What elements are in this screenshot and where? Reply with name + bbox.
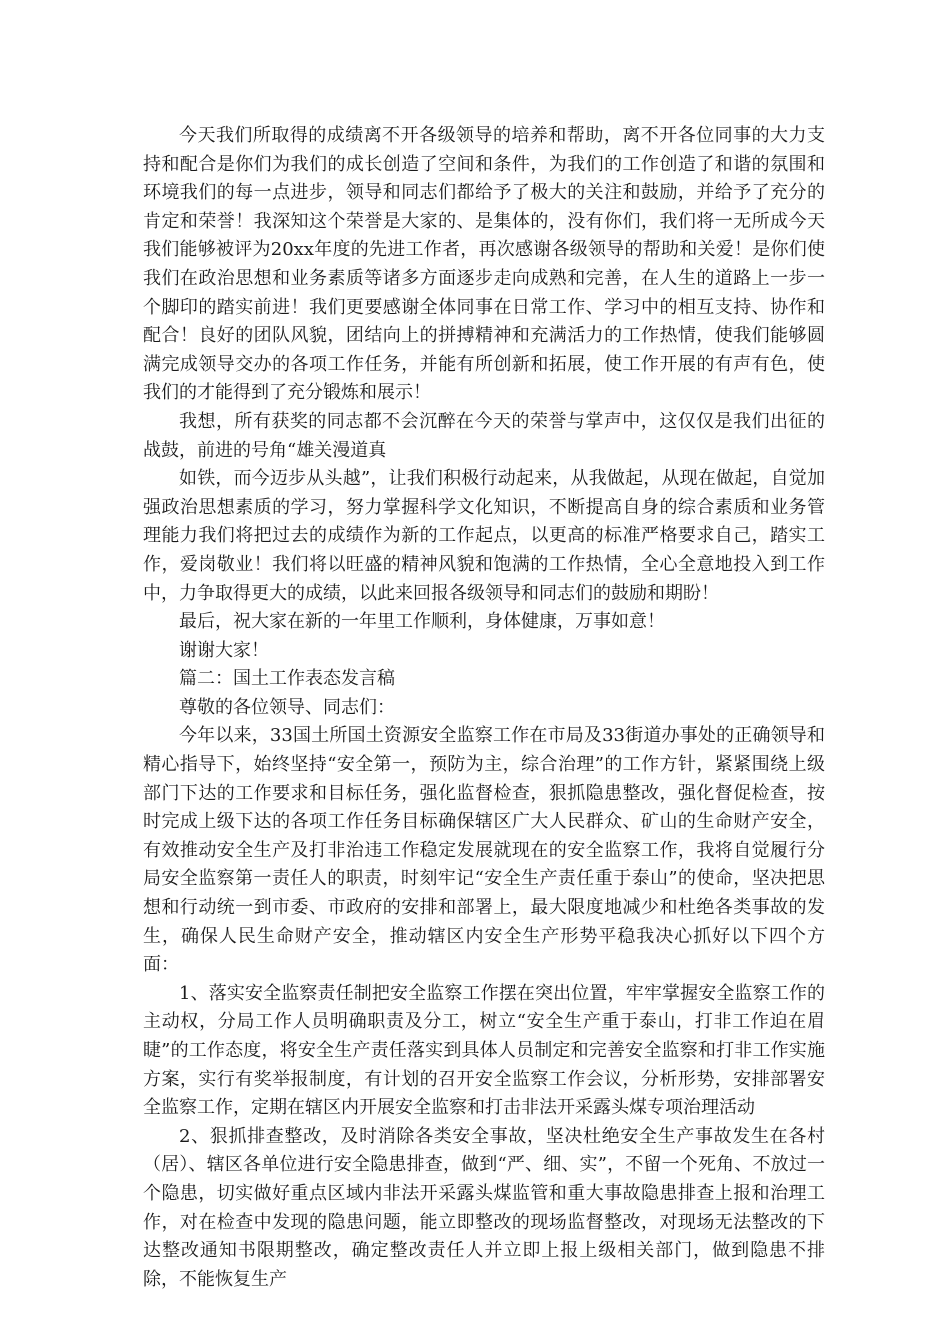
paragraph-thanks: 谢谢大家！ bbox=[179, 639, 269, 661]
paragraph-commitment: 如铁，而今迈步从头越”，让我们积极行动起来，从我做起，从现在做起，自觉加强政治思想素质的学习，努力掌握科学文化知识，不断提高自身的综合素质和业务管理能力我们将把过去的成绩作为新的工作起点，以更高的标准严格要求自己，踏实工作，爱岗敬业！我们将以旺盛的精神风貌和饱满的工作热情，全心全意地投入到工作中，力争取得更大的成绩，以此来回报各级领导和同志们的鼓励和期盼！ bbox=[143, 468, 825, 604]
paragraph-point-2: 2、狠抓排查整改，及时消除各类安全事故，坚决杜绝安全生产事故发生在各村（居）、辖区各单位进行安全隐患排查，做到“严、细、实”，不留一个死角、不放过一个隐患，切实做好重点区域内非法开采露头煤监管和重大事故隐患排查上报和治理工作，对在检查中发现的隐患问题，能立即整改的现场监督整改，对现场无法整改的下达整改通知书限期整改，确定整改责任人并立即上报上级相关部门，做到隐患不排除，不能恢复生产 bbox=[143, 1125, 825, 1290]
section-heading: 篇二：国土工作表态发言稿 bbox=[179, 668, 395, 690]
paragraph-gratitude: 今天我们所取得的成绩离不开各级领导的培养和帮助，离不开各位同事的大力支持和配合是你们为我们的成长创造了空间和条件，为我们的工作创造了和谐的氛围和环境我们的每一点进步，领导和同志们都给予了极大的关注和鼓励，并给予了充分的肯定和荣誉！我深知这个荣誉是大家的、是集体的，没有你们，我们将一无所成今天我们能够被评为20xx年度的先进工作者，再次感谢各级领导的帮助和关爱！是你们使我们在政治思想和业务素质等诸多方面逐步走向成熟和完善，在人生的道路上一步一个脚印的踏实前进！我们更要感谢全体同事在日常工作、学习中的相互支持、协作和配合！良好的团队风貌，团结向上的拼搏精神和充满活力的工作热情，使我们能够圆满完成领导交办的各项工作任务，并能有所创新和拓展，使工作开展的有声有色，使我们的才能得到了充分锻炼和展示！ bbox=[143, 125, 825, 404]
paragraph-wishes: 最后，祝大家在新的一年里工作顺利，身体健康，万事如意！ bbox=[179, 611, 665, 633]
paragraph-overview: 今年以来，33国土所国土资源安全监察工作在市局及33街道办事处的正确领导和精心指导下，始终坚持“安全第一，预防为主，综合治理”的工作方针，紧紧围绕上级部门下达的工作要求和目标任务，强化监督检查，狠抓隐患整改，强化督促检查，按时完成上级下达的各项工作任务目标确保辖区广大人民群众、矿山的生命财产安全，有效推动安全生产及打非治违工作稳定发展就现在的安全监察工作，我将自觉履行分局安全监察第一责任人的职责，时刻牢记“安全生产责任重于泰山”的使命，坚决把思想和行动统一到市委、市政府的安排和部署上，最大限度地减少和杜绝各类事故的发生，确保人民生命财产安全，推动辖区内安全生产形势平稳我决心抓好以下四个方面： bbox=[143, 725, 825, 976]
paragraph-point-1: 1、落实安全监察责任制把安全监察工作摆在突出位置，牢牢掌握安全监察工作的主动权，分局工作人员明确职责及分工，树立“安全生产重于泰山，打非工作迫在眉睫”的工作态度，将安全生产责任落实到具体人员制定和完善安全监察和打非工作实施方案，实行有奖举报制度，有计划的召开安全监察工作会议，分析形势，安排部署安全监察工作，定期在辖区内开展安全监察和打击非法开采露头煤专项治理活动 bbox=[143, 982, 825, 1119]
salutation: 尊敬的各位领导、同志们： bbox=[179, 696, 395, 718]
document-body bbox=[143, 122, 825, 1294]
paragraph-reflection: 我想，所有获奖的同志都不会沉醉在今天的荣誉与掌声中，这仅仅是我们出征的战鼓，前进的号角“雄关漫道真 bbox=[143, 410, 825, 461]
